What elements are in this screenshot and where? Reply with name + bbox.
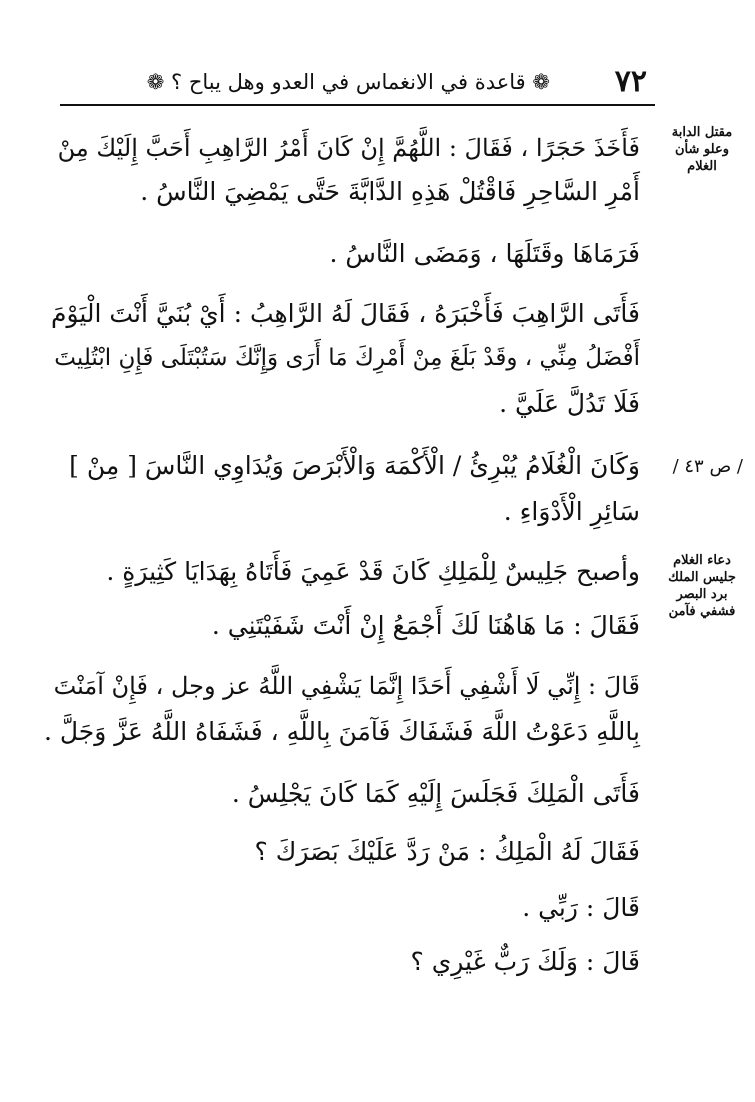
page-number: ٧٢ (614, 64, 647, 99)
margin-note-line: جليس الملك (668, 570, 736, 585)
body-line: وَكَانَ الْغُلَامُ يُبْرِئُ / الْأَكْمَهَ وَالْأَبْرَصَ وَيُدَاوِي النَّاسَ [ مِنْ ] (69, 451, 640, 480)
body-line: فَأَخَذَ حَجَرًا ، فَقَالَ : اللَّهُمَّ إِنْ كَانَ أَمْرُ الرَّاهِبِ أَحَبَّ إِلَيْكَ مِنْ (57, 134, 640, 162)
header-rule (60, 104, 655, 106)
body-line: فَقَالَ : مَا هَاهُنَا لَكَ أَجْمَعُ إِنْ أَنْتَ شَفَيْتَنِي . (211, 611, 640, 640)
body-line: أَمْرِ السَّاحِرِ فَاقْتُلْ هَذِهِ الدَّابَّةَ حَتَّى يَمْضِيَ النَّاسُ . (140, 177, 640, 206)
margin-note-line: مقتل الدابة (671, 125, 733, 140)
margin-note-killing-beast (657, 124, 747, 175)
body-line: فَلَا تَدُلَّ عَلَيَّ . (499, 389, 640, 418)
margin-note-line: الغلام (687, 159, 717, 174)
page-reference: / ص ٤٣ / (672, 456, 743, 477)
body-line: بِاللَّهِ دَعَوْتُ اللَّهَ فَشَفَاكَ فَآمَنَ بِاللَّهِ ، فَشَفَاهُ اللَّهُ عَزَّ وَجَلَّ . (43, 717, 640, 746)
body-line: أَفْضَلُ مِنِّي ، وقَدْ بَلَغَ مِنْ أَمْرِكَ مَا أَرَى وَإِنَّكَ سَتُبْتَلَى فَإِنِ ابْتُلِيتَ (54, 345, 640, 371)
margin-note-boy-prayer (657, 552, 747, 620)
body-line: قَالَ : وَلَكَ رَبٌّ غَيْرِي ؟ (410, 947, 640, 976)
margin-note-line: وعلو شأن (675, 142, 729, 157)
body-line: فَقَالَ لَهُ الْمَلِكُ : مَنْ رَدَّ عَلَيْكَ بَصَرَكَ ؟ (254, 837, 640, 866)
running-title: ❁ قاعدة في الانغماس في العدو وهل يباح ؟ ❁ (146, 70, 550, 94)
body-line: فَأَتَى الرَّاهِبَ فَأَخْبَرَهُ ، فَقَالَ لَهُ الرَّاهِبُ : أَيْ بُنَيَّ أَنْتَ الْيَوْمَ (50, 299, 640, 328)
body-line: قَالَ : إِنِّي لَا أَشْفِي أَحَدًا إِنَّمَا يَشْفِي اللَّهُ عز وجل ، فَإِنْ آمَنْتَ (53, 672, 640, 700)
body-line: فَأَتَى الْمَلِكَ فَجَلَسَ إِلَيْهِ كَمَا كَانَ يَجْلِسُ . (231, 779, 640, 808)
body-line: وأصبح جَلِيسٌ لِلْمَلِكِ كَانَ قَدْ عَمِيَ فَأَتَاهُ بِهَدَايَا كَثِيرَةٍ . (106, 557, 640, 586)
margin-note-line: برد البصر (676, 587, 728, 602)
body-line: قَالَ : رَبِّي . (522, 893, 640, 922)
body-line: سَائِرِ الْأَدْوَاءِ . (503, 497, 640, 526)
margin-note-line: دعاء الغلام (673, 553, 731, 568)
page-header (60, 62, 655, 102)
body-line: فَرَمَاهَا وقَتَلَهَا ، وَمَضَى النَّاسُ . (329, 239, 640, 268)
margin-note-line: فشفي فآمن (668, 604, 736, 619)
